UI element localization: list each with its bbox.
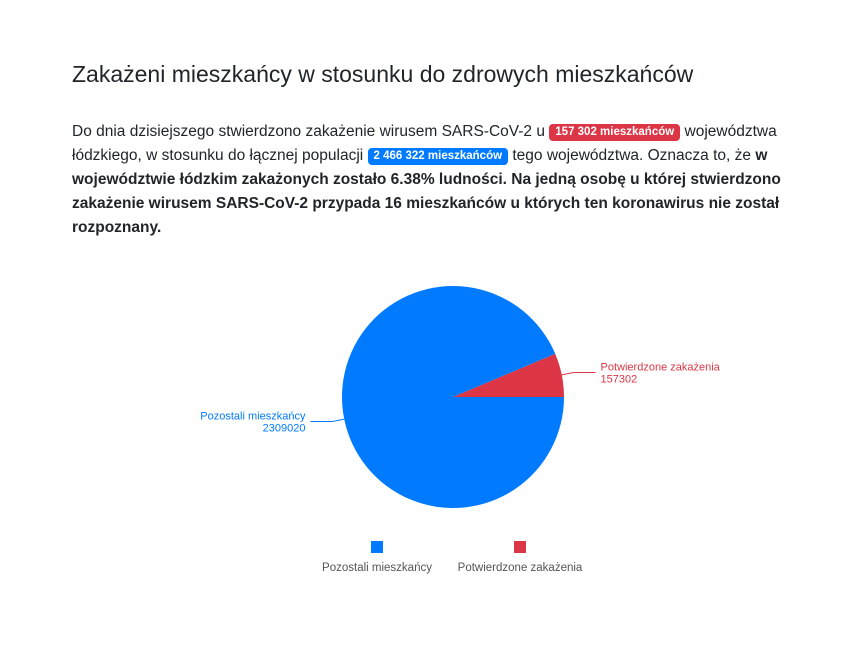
summary-text-1: Do dnia dzisiejszego stwierdzono zakażenie wirusem SARS-CoV-2 u (72, 123, 550, 140)
legend-swatch-0[interactable] (371, 541, 383, 553)
slice-label-value-0: 2309020 (262, 422, 306, 435)
slice-label-name-1: Potwierdzone zakażenia (600, 361, 720, 374)
infected-badge: 157 302 mieszkańców (549, 124, 680, 141)
label-connector-0 (310, 419, 344, 421)
legend-label-1[interactable]: Potwierdzone zakażenia (457, 562, 583, 574)
label-connector-1 (562, 373, 596, 375)
legend-swatch-1[interactable] (514, 541, 526, 553)
page-title: Zakażeni mieszkańcy w stosunku do zdrowych mieszkańców (72, 61, 694, 87)
slice-label-value-1: 157302 (600, 373, 638, 386)
summary-text-3: tego województwa. Oznacza to, że (508, 147, 756, 164)
summary-bold-text: w województwie łódzkim zakażonych zostało 6.38% ludności. Na jedną osobę u której stwierdzono zakażenie wirusem SARS-CoV-2 przypada 16 mieszkańców u których ten koronawirus nie został rozpoznany. (72, 147, 781, 236)
pie-slice-0[interactable] (342, 286, 564, 508)
slice-label-name-0: Pozostali mieszkańcy (200, 410, 306, 423)
population-badge: 2 466 322 mieszkańców (368, 148, 509, 165)
summary-text-2: województwa łódzkiego, w stosunku do łącznej populacji (72, 123, 777, 164)
legend-label-0[interactable]: Pozostali mieszkańcy (322, 562, 432, 574)
